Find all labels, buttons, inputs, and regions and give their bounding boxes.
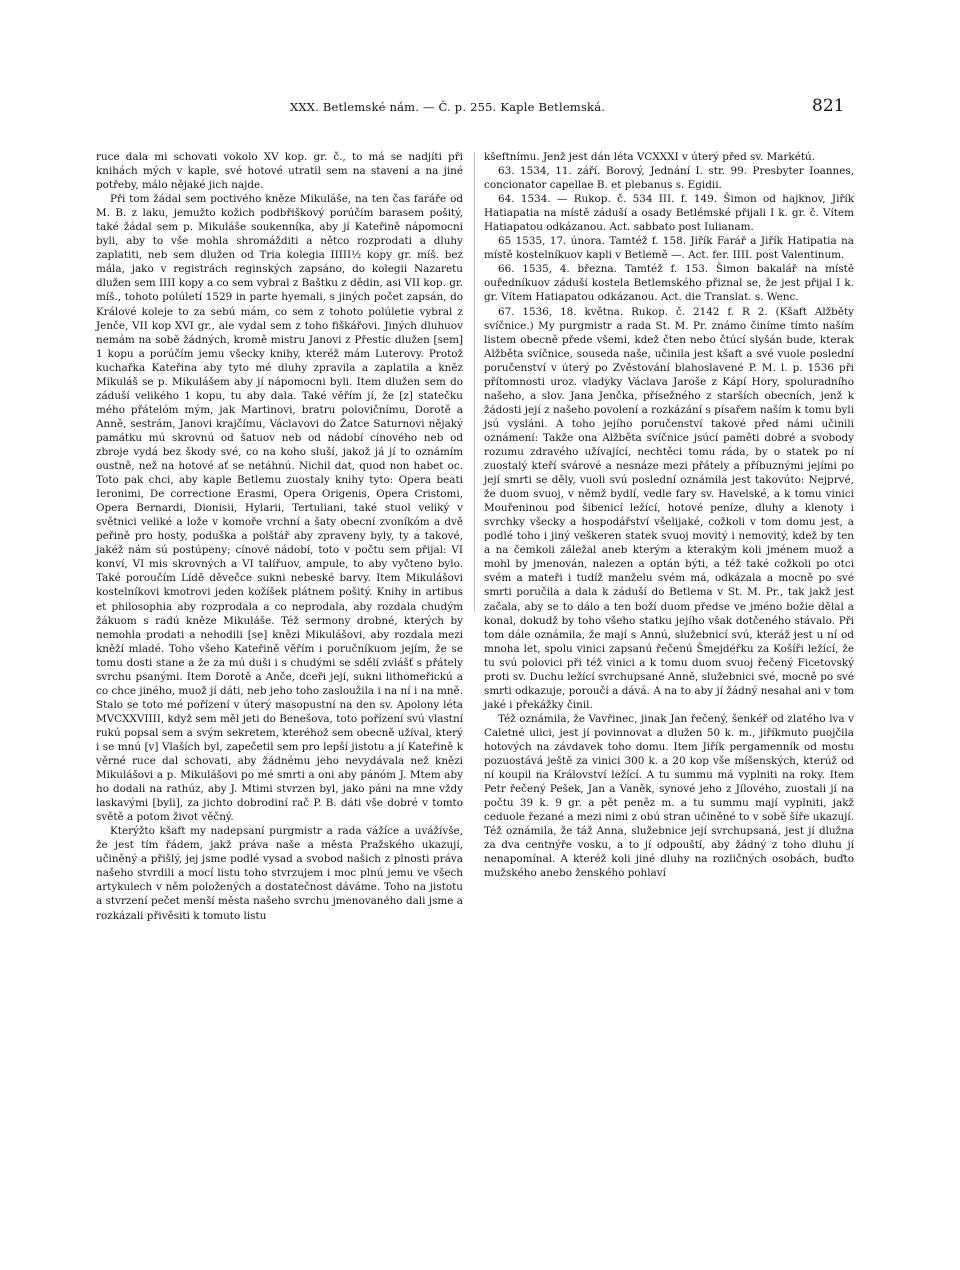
entry-64: 64. 1534. — Rukop. č. 534 III. f. 149. Šimon od hajknov, Jiřík Hatiapatia na místě záduší a osady Betlémské přijali I k. gr. č. Vítem Hatiapatou odkázanou. Act. sabbato post Iulianam.: [484, 193, 854, 234]
paragraph: Kterýžto kšaft my nadepsaní purgmistr a rada vážíce a uvážívše, že jest tím řádem, jakž práva naše a města Pražského ukazují, učiněný a přišlý, jej jsme podlé vysad a svobod našich z plnosti práva našeho stvrdili a mocí listu toho stvrzujem i moc plnú jemu ve všech artykulech v něm položených a dostatečnost dáváme. Toho na jistotu a stvrzení pečet menší města našeho svrchu jmenovaného dali jsme a rozkázali přivěsiti k tomuto listu: [96, 825, 463, 922]
page-header: [0, 96, 960, 118]
paragraph: Též oznámila, že Vavřinec, jinak Jan řečený, šenkéř od zlatého lva v Caletné ulici, jest jí povinnovat a dlužen 50 k. m., jiříkmuto puojčila hotových na závdavek toho domu. Item Jiřík pergamenník od mostu pozuostává ještě za vinici 300 k. a 20 kop vše míšenských, kterúž od ní koupil na Království ležící. A tu summu má vyplniti na roky. Item Petr řečený Pešek, Jan a Vaněk, synové jeho z Jílového, zuostali jí na počtu 39 k. 9 gr. a pět peněz m. a tu summu mají vyplniti, jakž ceduole řezané a mezi nimi z obú stran učiněné to v sobě šíře ukazují. Též oznámila, že táž Anna, služebnice její svrchupsaná, jest jí dlužna za dva centnýře vosku, a to jí odpouští, aby žádný z toho dluhu jí nenapomínal. A kteréž koli jiné dluhy na rozličných osobách, buďto mužského anebo ženského pohlaví: [484, 712, 854, 880]
paragraph: kšeftnímu. Jenž jest dán léta VCXXXI v úterý před sv. Markétú.: [484, 151, 816, 163]
running-title: XXX. Betlemské nám. — Č. p. 255. Kaple Betlemská.: [290, 100, 606, 114]
entry-63: 63. 1534, 11. září. Borový, Jednání I. str. 99. Presbyter Ioannes, concionator capellae B. et plebanus s. Egidii.: [484, 165, 854, 192]
entry-66: 66. 1535, 4. března. Tamtéž f. 153. Šimon bakalář na místě ouředníkuov záduší kostela Betlemského přiznal se, že jest přijal I k. gr. Vítem Hatiapatou odkázanou. Act. die Translat. s. Wenc.: [484, 263, 854, 304]
left-column: [96, 150, 463, 923]
entry-65: 65 1535, 17. února. Tamtéž f. 158. Jiřík Farář a Jiřík Hatipatia na místě kostelníkuov kapli v Betlemě —. Act. fer. IIII. post Valentinum.: [484, 235, 854, 262]
right-column: [484, 150, 854, 880]
paragraph: Při tom žádal sem poctivého kněze Mikuláše, na ten čas faráře od M. B. z laku, jemužto kožich podbřiškový porúčím barasem pošitý, také žádal sem p. Mikuláše soukenníka, aby jí Kateřině nápomocni byli, aby to vše mohla shromážditi a nětco rozprodati a dluhy zaplatiti, neb sem dlužen od Tria kolegia IIIII½ kopy gr. míš. bez mála, jako v registrách reginských zapsáno, do kolegii Nazaretu dlužen sem IIII kopy a co sem vybral z Baštku z dědin, asi VII kop. gr. míš., tohoto polúletí 1529 in parte hyemali, s jiných počet zapsán, do Králové koleje to za sebú mám, co sem z tohoto polúletie vybral z Jenče, VII kop XVI gr., ale vydal sem z toho fiškářovi. Jiných dluhuov nemám na sobě žádných, kromě mistru Janovi z Přestic dlužen [sem] 1 kopu a porúčím jemu všecky knihy, kteréž mám Luterovy. Protož kuchařka Kateřina aby tyto mé dluhy zpravila a zaplatila a kněz Mikuláš se p. Mikulášem aby jí nápomocni byli. Item dlužen sem do záduší velikého 1 kopu, tu aby dala. Také věřím jí, že [z] statečku mého přátelóm mým, jak Martinovi, bratru polovičnímu, Dorotě a Anně, sestrám, Janovi krajčímu, Václavovi do Žatce Saturnovi nějaký památku mú skrovnú od šatuov neb od nádobí cínového neb od zbroje vydá bez škody své, co na koho sluší, jakož já jí to oznámím oustně, než na hotové ať se netáhnú. Nichil dat, quod non habet oc. Toto pak chci, aby kaple Betlemu zuostaly knihy tyto: Opera beati Ieronimi, De correctione Erasmi, Opera Origenis, Opera Cristomi, Opera Bernardi, Dionisii, Hylarii, Tertuliani, také stuol veliký v světnici veliké a lože v komoře vrchní a šaty obecní zvoníkóm a dvě peřině pro hosty, poduška a polštář aby zpraveny byly, ty a takové, jakéž nám sú postúpeny; cínové nádobí, toto v počtu sem přijal: VI konví, VI mis skrovných a VI talířuov, ampule, to aby vyčteno bylo. Také poroučím Lídě děvečce sukni nebeské barvy. Item Mikulášovi kostelníkovi kmotrovi jeden kožíšek plátnem pošitý. Knihy in artibus et philosophia aby rozprodala a co neprodala, aby rozdala chudým žákuom s radú kněze Mikuláše. Též sermony drobné, kterých by nemohla prodati a nehodili [se] knězi Mikulášovi, aby rozdala mezi kněží mladé. Toho všeho Kateřině věřím i poručníkuom jejím, že se tomu dosti stane a že za mú duši i s chudými se sdělí zvlášť s přátely svrchu psanými. Item Dorotě a Anče, dceři její, sukni lithomeřickú a co chce jiného, muož jí dáti, neb jeho toho zasloužila i na ní i na mně. Stalo se toto mé pořízení v úterý masopustní na den sv. Apolony léta MVCXXVIIII, když sem měl jeti do Benešova, toto pořízení svú vlastní rukú popsal sem a svým sekretem, kteréhož sem obecně užíval, který i se mnú [v] Vlaších byl, zapečetil sem pro lepší jistotu a jí Kateřině k věrné ruce dal schovati, aby žádnému jeho nevydávala než knězi Mikulášovi a p. Mikulášovi po mé smrti a oni aby pánóm J. Mtem aby ho dodali na rathúz, aby J. Mtimi stvrzen byl, jako páni na mne vždy laskavými [byli], za jichto dobrodiní rač P. B. dáti vše dobré v tomto světě a potom život věčný.: [96, 193, 463, 824]
page-number: 821: [812, 96, 845, 116]
column-divider: [474, 152, 475, 612]
paragraph: ruce dala mi schovati vokolo XV kop. gr. č., to má se nadjíti při knihách mých v kaple, své hotové utratil sem na stavení a na jiné potřeby, málo nějaké jich najde.: [96, 151, 463, 192]
entry-67: 67. 1536, 18. května. Rukop. č. 2142 f. R 2. (Kšaft Alžběty svíčnice.) My purgmistr a rada St. M. Pr. známo činíme tímto naším listem obecně přede všemi, kdež čten nebo čtúcí slyšán bude, kterak Alžběta svíčnice, souseda naše, učinila jest kšaft a své vuole poslední poručenství v úterý po Zvěstování blahoslavené P. M. l. p. 1536 při přítomnosti uroz. vladyky Václava Jaroše z Kápí Hory, spoluradního našeho, a slov. Jana Jenčka, přísežného z starších obecních, jenž k žádosti její z našeho povolení a rozkázání s písařem naším k tomu byli jsú vysláni. A toho jejího poručenství takové před námi učinili oznámení: Takže ona Alžběta svíčnice jsúcí paměti dobré a svobody rozumu zdravého užívající, nechtěci tomu ráda, by o statek po ní zuostalý kteří svárové a nesnáze mezi přátely a příbuznými jejími po její smrti se děly, vuoli svú poslední oznámila jest takovúto: Nejprvé, že duom svuoj, v němž bydlí, vedle fary sv. Havelské, a k tomu vinici Mouřeninou pod šibenicí ležící, hotové peníze, dluhy a klenoty i svrchky všecky a hospodářství všelijaké, cožkoli v tom domu jest, a podlé toho i jiný veškeren statek svuoj movitý i nemovitý, kdež by ten a na čemkoli záležal aneb kterým a kterakým koli jménem muož a mohl by jmenován, nalezen a optán býti, a též také cožkoli po otci svém a mateři i tudíž manželu svém má, odkázala a mocně po své smrti poručila a dala k záduší do Betlema v St. M. Pr., tak jakž jest začala, aby se to dálo a ten boží duom předse ve jméno božie dělal a konal, dokudž by toho všeho statku jejího však dotčeného stávalo. Při tom dále oznámila, že mají s Annú, služebnicí svú, kteráž jest u ní od mnoha let, spolu vinici zapsanú řečenú Šmejdéřku za Košíři ležící, že tu svú polovici při též vinici a k tomu duom svuoj řečený Ficetovský proti sv. Duchu ležící svrchupsané Anně, služebnici své, mocně po své smrti odkazuje, poroučí a dává. A na to aby jí žádný nesahal ani v tom jaké i překážky činil.: [484, 305, 854, 711]
